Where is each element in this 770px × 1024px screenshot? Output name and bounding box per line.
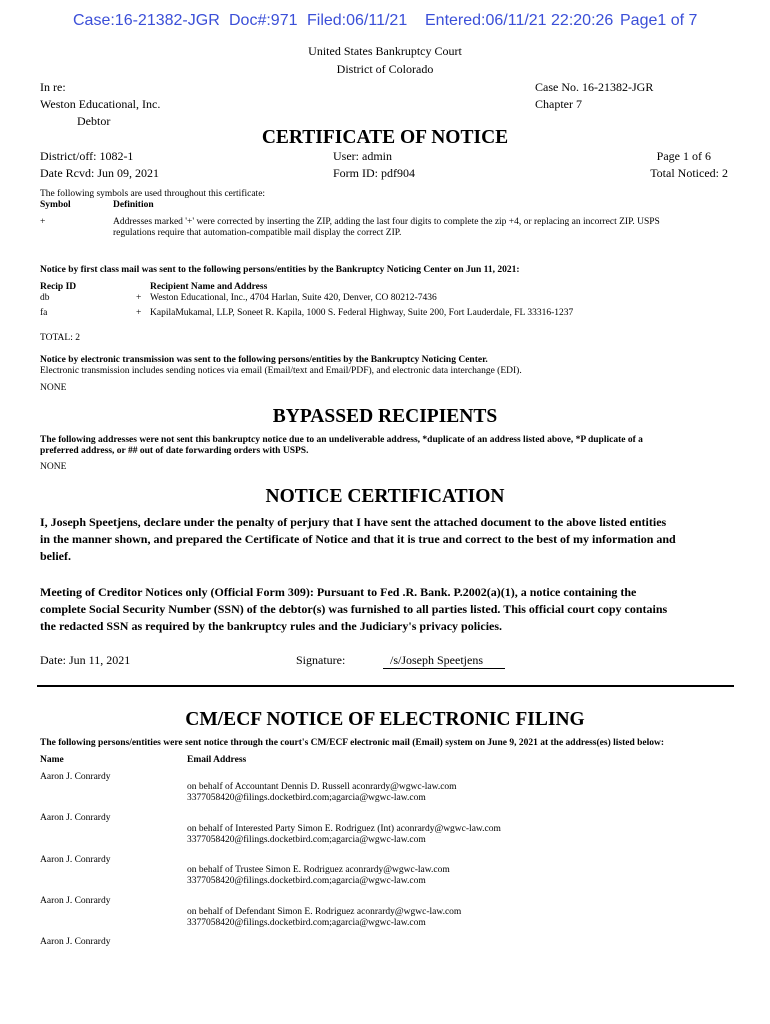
stamp-case: Case:16-21382-JGR: [73, 12, 220, 29]
user: User: admin: [333, 149, 392, 163]
recip-address: KapilaMukamal, LLP, Soneet R. Kapila, 1000 S. Federal Highway, Suite 200, Fort Lauderdale, FL 33316-1237: [150, 308, 574, 318]
cmecf-email-line: on behalf of Interested Party Simon E. Rodriguez (Int) aconrardy@wgwc-law.com: [187, 824, 501, 834]
ssn-notice-line: complete Social Security Number (SSN) of the debtor(s) was furnished to all parties listed. This official court copy contains: [40, 602, 668, 616]
cmecf-email-line: 3377058420@filings.docketbird.com;agarcia@wgwc-law.com: [187, 793, 426, 803]
electronic-none: NONE: [40, 383, 67, 393]
symbols-intro: The following symbols are used throughout this certificate:: [40, 189, 266, 199]
section-divider: [37, 685, 734, 687]
cmecf-name: Aaron J. Conrardy: [40, 937, 111, 947]
definition-header: Definition: [113, 200, 154, 210]
ssn-notice-line: the redacted SSN as required by the bankruptcy rules and the Judiciary's privacy policies.: [40, 619, 503, 633]
cmecf-name: Aaron J. Conrardy: [40, 896, 111, 906]
in-re: In re:: [40, 80, 66, 94]
symbol-header: Symbol: [40, 200, 71, 210]
electronic-subheading: Electronic transmission includes sending notices via email (Email/text and Email/PDF), and electronic data interchange (EDI).: [40, 366, 522, 376]
cmecf-title: CM/ECF NOTICE OF ELECTRONIC FILING: [185, 709, 585, 730]
certification-text-line: belief.: [40, 549, 71, 563]
total-noticed: Total Noticed: 2: [650, 166, 728, 180]
district-off: District/off: 1082-1: [40, 149, 134, 163]
form-id: Form ID: pdf904: [333, 166, 415, 180]
recip-id-header: Recip ID: [40, 282, 77, 292]
recip-id: fa: [40, 308, 48, 318]
cmecf-email-line: 3377058420@filings.docketbird.com;agarcia@wgwc-law.com: [187, 918, 426, 928]
stamp-filed: Filed:06/11/21: [307, 12, 408, 29]
cmecf-email-line: on behalf of Trustee Simon E. Rodriguez aconrardy@wgwc-law.com: [187, 865, 450, 875]
certification-date: Date: Jun 11, 2021: [40, 653, 131, 667]
certification-title: NOTICE CERTIFICATION: [265, 486, 505, 507]
bypassed-text-line: preferred address, or ## out of date forwarding orders with USPS.: [40, 446, 309, 456]
debtor-label: Debtor: [77, 114, 111, 128]
certificate-page: Page 1 of 6: [656, 149, 711, 163]
debtor-name: Weston Educational, Inc.: [40, 97, 161, 111]
cmecf-name: Aaron J. Conrardy: [40, 813, 111, 823]
cmecf-email-line: on behalf of Defendant Simon E. Rodriguez aconrardy@wgwc-law.com: [187, 907, 462, 917]
cmecf-email-line: 3377058420@filings.docketbird.com;agarcia@wgwc-law.com: [187, 835, 426, 845]
symbol-definition-line: Addresses marked '+' were corrected by inserting the ZIP, adding the last four digits to complete the zip +4, or replacing an incorrect ZIP. USPS: [113, 217, 660, 227]
recip-mark: +: [136, 308, 142, 318]
stamp-doc: Doc#:971: [229, 12, 298, 29]
recip-address: Weston Educational, Inc., 4704 Harlan, Suite 420, Denver, CO 80212-7436: [150, 293, 437, 303]
date-rcvd: Date Rcvd: Jun 09, 2021: [40, 166, 159, 180]
chapter: Chapter 7: [535, 97, 582, 111]
court-district: District of Colorado: [336, 62, 434, 76]
symbol-plus: +: [40, 217, 46, 227]
bypassed-text-line: The following addresses were not sent this bankruptcy notice due to an undeliverable address, *duplicate of an address listed above, *P duplicate of a: [40, 435, 643, 445]
certification-text-line: I, Joseph Speetjens, declare under the penalty of perjury that I have sent the attached document to the above listed entities: [40, 515, 667, 529]
recipient-header: Recipient Name and Address: [150, 282, 268, 292]
recip-id: db: [40, 293, 50, 303]
first-class-total: TOTAL: 2: [40, 333, 80, 343]
bypassed-none: NONE: [40, 462, 67, 472]
recip-mark: +: [136, 293, 142, 303]
certification-text-line: in the manner shown, and prepared the Certificate of Notice and that it is true and correct to the best of my information and: [40, 532, 676, 546]
email-header: Email Address: [187, 755, 247, 765]
cmecf-name: Aaron J. Conrardy: [40, 855, 111, 865]
electronic-heading: Notice by electronic transmission was sent to the following persons/entities by the Bankruptcy Noticing Center.: [40, 355, 488, 365]
cmecf-name: Aaron J. Conrardy: [40, 772, 111, 782]
cmecf-intro: The following persons/entities were sent notice through the court's CM/ECF electronic mail (Email) system on June 9, 2021 at the address(es) listed below:: [40, 738, 665, 748]
signature: /s/Joseph Speetjens: [390, 653, 483, 667]
certificate-title: CERTIFICATE OF NOTICE: [261, 127, 509, 148]
stamp-entered: Entered:06/11/21 22:20:26: [425, 12, 614, 29]
court-name: United States Bankruptcy Court: [308, 44, 462, 58]
signature-label: Signature:: [296, 653, 346, 667]
stamp-page: Page1 of 7: [620, 12, 698, 29]
cmecf-email-line: on behalf of Accountant Dennis D. Russell aconrardy@wgwc-law.com: [187, 782, 457, 792]
ssn-notice-line: Meeting of Creditor Notices only (Official Form 309): Pursuant to Fed .R. Bank. P.2002(a)(1), a notice containing the: [40, 585, 637, 599]
cmecf-email-line: 3377058420@filings.docketbird.com;agarcia@wgwc-law.com: [187, 876, 426, 886]
signature-line: [383, 668, 505, 669]
symbol-definition-line: regulations require that automation-compatible mail display the correct ZIP.: [113, 228, 402, 238]
first-class-heading: Notice by first class mail was sent to the following persons/entities by the Bankruptcy Noticing Center on Jun 11, 2021:: [40, 265, 520, 275]
bypassed-title: BYPASSED RECIPIENTS: [272, 406, 498, 427]
name-header: Name: [40, 755, 64, 765]
case-number: Case No. 16-21382-JGR: [535, 80, 654, 94]
